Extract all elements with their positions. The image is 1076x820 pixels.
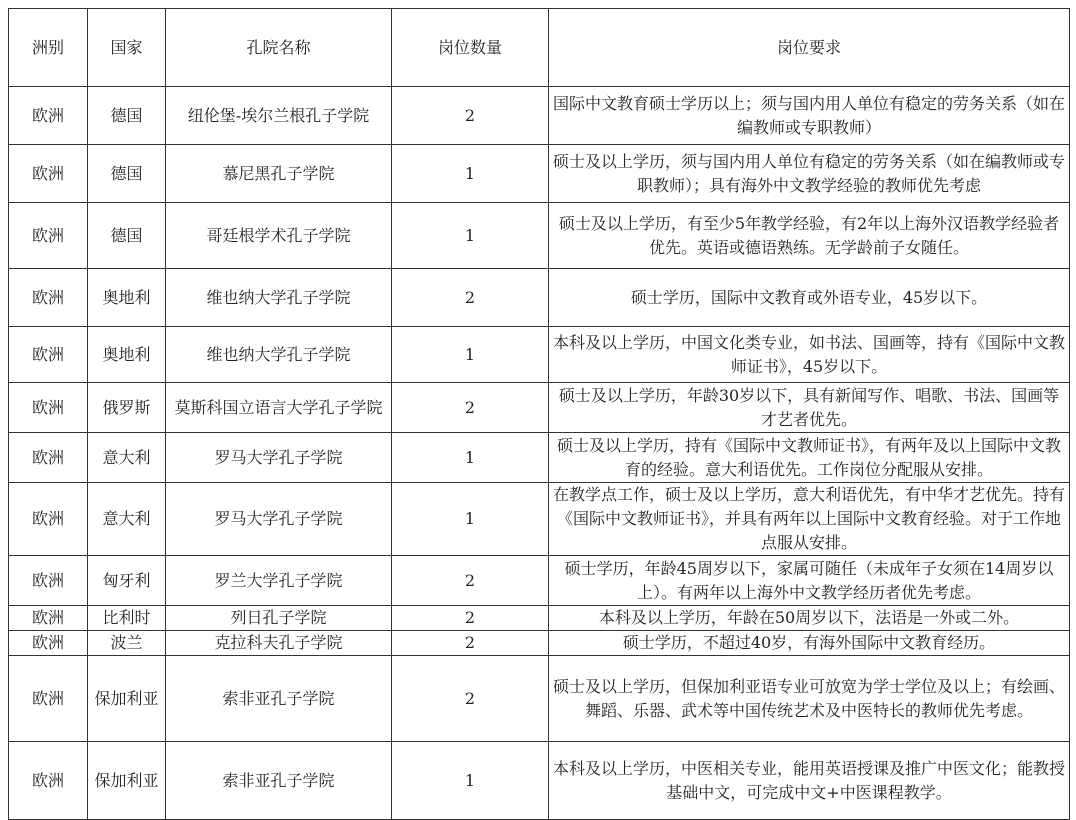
table-row xyxy=(9,483,1070,556)
cell-country: 保加利亚 xyxy=(88,742,166,820)
cell-country: 德国 xyxy=(88,145,166,203)
cell-continent: 欧洲 xyxy=(9,327,88,383)
cell-requirement: 本科及以上学历，年龄在50周岁以下，法语是一外或二外。 xyxy=(549,606,1070,631)
cell-country: 奥地利 xyxy=(88,269,166,327)
cell-count: 2 xyxy=(392,656,549,742)
cell-institute: 慕尼黑孔子学院 xyxy=(166,145,392,203)
cell-institute: 莫斯科国立语言大学孔子学院 xyxy=(166,383,392,433)
cell-requirement: 硕士学历，不超过40岁，有海外国际中文教育经历。 xyxy=(549,631,1070,656)
table-row xyxy=(9,433,1070,483)
cell-country: 波兰 xyxy=(88,631,166,656)
cell-count: 1 xyxy=(392,203,549,269)
cell-requirement: 在教学点工作，硕士及以上学历，意大利语优先，有中华才艺优先。持有《国际中文教师证书》，并具有两年以上国际中文教育经验。对于工作地点服从安排。 xyxy=(549,483,1070,556)
cell-institute: 列日孔子学院 xyxy=(166,606,392,631)
cell-continent: 欧洲 xyxy=(9,631,88,656)
cell-continent: 欧洲 xyxy=(9,433,88,483)
cell-institute: 维也纳大学孔子学院 xyxy=(166,269,392,327)
cell-country: 比利时 xyxy=(88,606,166,631)
table-row xyxy=(9,383,1070,433)
cell-institute: 克拉科夫孔子学院 xyxy=(166,631,392,656)
header-country: 国家 xyxy=(88,9,166,87)
cell-count: 2 xyxy=(392,606,549,631)
cell-count: 2 xyxy=(392,269,549,327)
cell-country: 意大利 xyxy=(88,483,166,556)
cell-country: 保加利亚 xyxy=(88,656,166,742)
cell-requirement: 硕士学历，年龄45周岁以下，家属可随任（未成年子女须在14周岁以上）。有两年以上海外中文教学经历者优先考虑。 xyxy=(549,556,1070,606)
cell-requirement: 硕士及以上学历，但保加利亚语专业可放宽为学士学位及以上；有绘画、舞蹈、乐器、武术等中国传统艺术及中医特长的教师优先考虑。 xyxy=(549,656,1070,742)
cell-continent: 欧洲 xyxy=(9,269,88,327)
cell-requirement: 本科及以上学历，中医相关专业，能用英语授课及推广中医文化；能教授基础中文，可完成中文+中医课程教学。 xyxy=(549,742,1070,820)
header-requirement: 岗位要求 xyxy=(549,9,1070,87)
positions-table xyxy=(8,8,1070,820)
cell-count: 1 xyxy=(392,327,549,383)
table-row xyxy=(9,631,1070,656)
cell-continent: 欧洲 xyxy=(9,145,88,203)
table-row xyxy=(9,269,1070,327)
cell-count: 2 xyxy=(392,556,549,606)
cell-institute: 纽伦堡-埃尔兰根孔子学院 xyxy=(166,87,392,145)
cell-institute: 哥廷根学术孔子学院 xyxy=(166,203,392,269)
cell-institute: 索非亚孔子学院 xyxy=(166,742,392,820)
cell-requirement: 国际中文教育硕士学历以上；须与国内用人单位有稳定的劳务关系（如在编教师或专职教师） xyxy=(549,87,1070,145)
cell-count: 1 xyxy=(392,742,549,820)
cell-institute: 索非亚孔子学院 xyxy=(166,656,392,742)
cell-continent: 欧洲 xyxy=(9,556,88,606)
table-row xyxy=(9,556,1070,606)
cell-continent: 欧洲 xyxy=(9,742,88,820)
cell-continent: 欧洲 xyxy=(9,606,88,631)
cell-institute: 维也纳大学孔子学院 xyxy=(166,327,392,383)
table-row xyxy=(9,742,1070,820)
cell-requirement: 硕士及以上学历，须与国内用人单位有稳定的劳务关系（如在编教师或专职教师）；具有海外中文教学经验的教师优先考虑 xyxy=(549,145,1070,203)
cell-count: 2 xyxy=(392,87,549,145)
cell-country: 意大利 xyxy=(88,433,166,483)
table-row xyxy=(9,327,1070,383)
table-row xyxy=(9,87,1070,145)
cell-continent: 欧洲 xyxy=(9,483,88,556)
cell-count: 2 xyxy=(392,383,549,433)
cell-country: 俄罗斯 xyxy=(88,383,166,433)
cell-requirement: 硕士学历，国际中文教育或外语专业，45岁以下。 xyxy=(549,269,1070,327)
cell-count: 1 xyxy=(392,433,549,483)
cell-continent: 欧洲 xyxy=(9,383,88,433)
cell-country: 德国 xyxy=(88,203,166,269)
cell-continent: 欧洲 xyxy=(9,203,88,269)
cell-institute: 罗马大学孔子学院 xyxy=(166,433,392,483)
header-row xyxy=(9,9,1070,87)
cell-country: 德国 xyxy=(88,87,166,145)
header-institute: 孔院名称 xyxy=(166,9,392,87)
table-row xyxy=(9,203,1070,269)
header-continent: 洲别 xyxy=(9,9,88,87)
table-row xyxy=(9,145,1070,203)
cell-requirement: 硕士及以上学历，年龄30岁以下，具有新闻写作、唱歌、书法、国画等才艺者优先。 xyxy=(549,383,1070,433)
cell-requirement: 硕士及以上学历，有至少5年教学经验，有2年以上海外汉语教学经验者优先。英语或德语熟练。无学龄前子女随任。 xyxy=(549,203,1070,269)
header-count: 岗位数量 xyxy=(392,9,549,87)
cell-continent: 欧洲 xyxy=(9,656,88,742)
cell-country: 匈牙利 xyxy=(88,556,166,606)
cell-institute: 罗马大学孔子学院 xyxy=(166,483,392,556)
cell-country: 奥地利 xyxy=(88,327,166,383)
table-row xyxy=(9,606,1070,631)
cell-requirement: 硕士及以上学历，持有《国际中文教师证书》，有两年及以上国际中文教育的经验。意大利语优先。工作岗位分配服从安排。 xyxy=(549,433,1070,483)
table-row xyxy=(9,656,1070,742)
cell-institute: 罗兰大学孔子学院 xyxy=(166,556,392,606)
cell-requirement: 本科及以上学历，中国文化类专业，如书法、国画等，持有《国际中文教师证书》，45岁以下。 xyxy=(549,327,1070,383)
cell-continent: 欧洲 xyxy=(9,87,88,145)
cell-count: 1 xyxy=(392,145,549,203)
cell-count: 1 xyxy=(392,483,549,556)
cell-count: 2 xyxy=(392,631,549,656)
